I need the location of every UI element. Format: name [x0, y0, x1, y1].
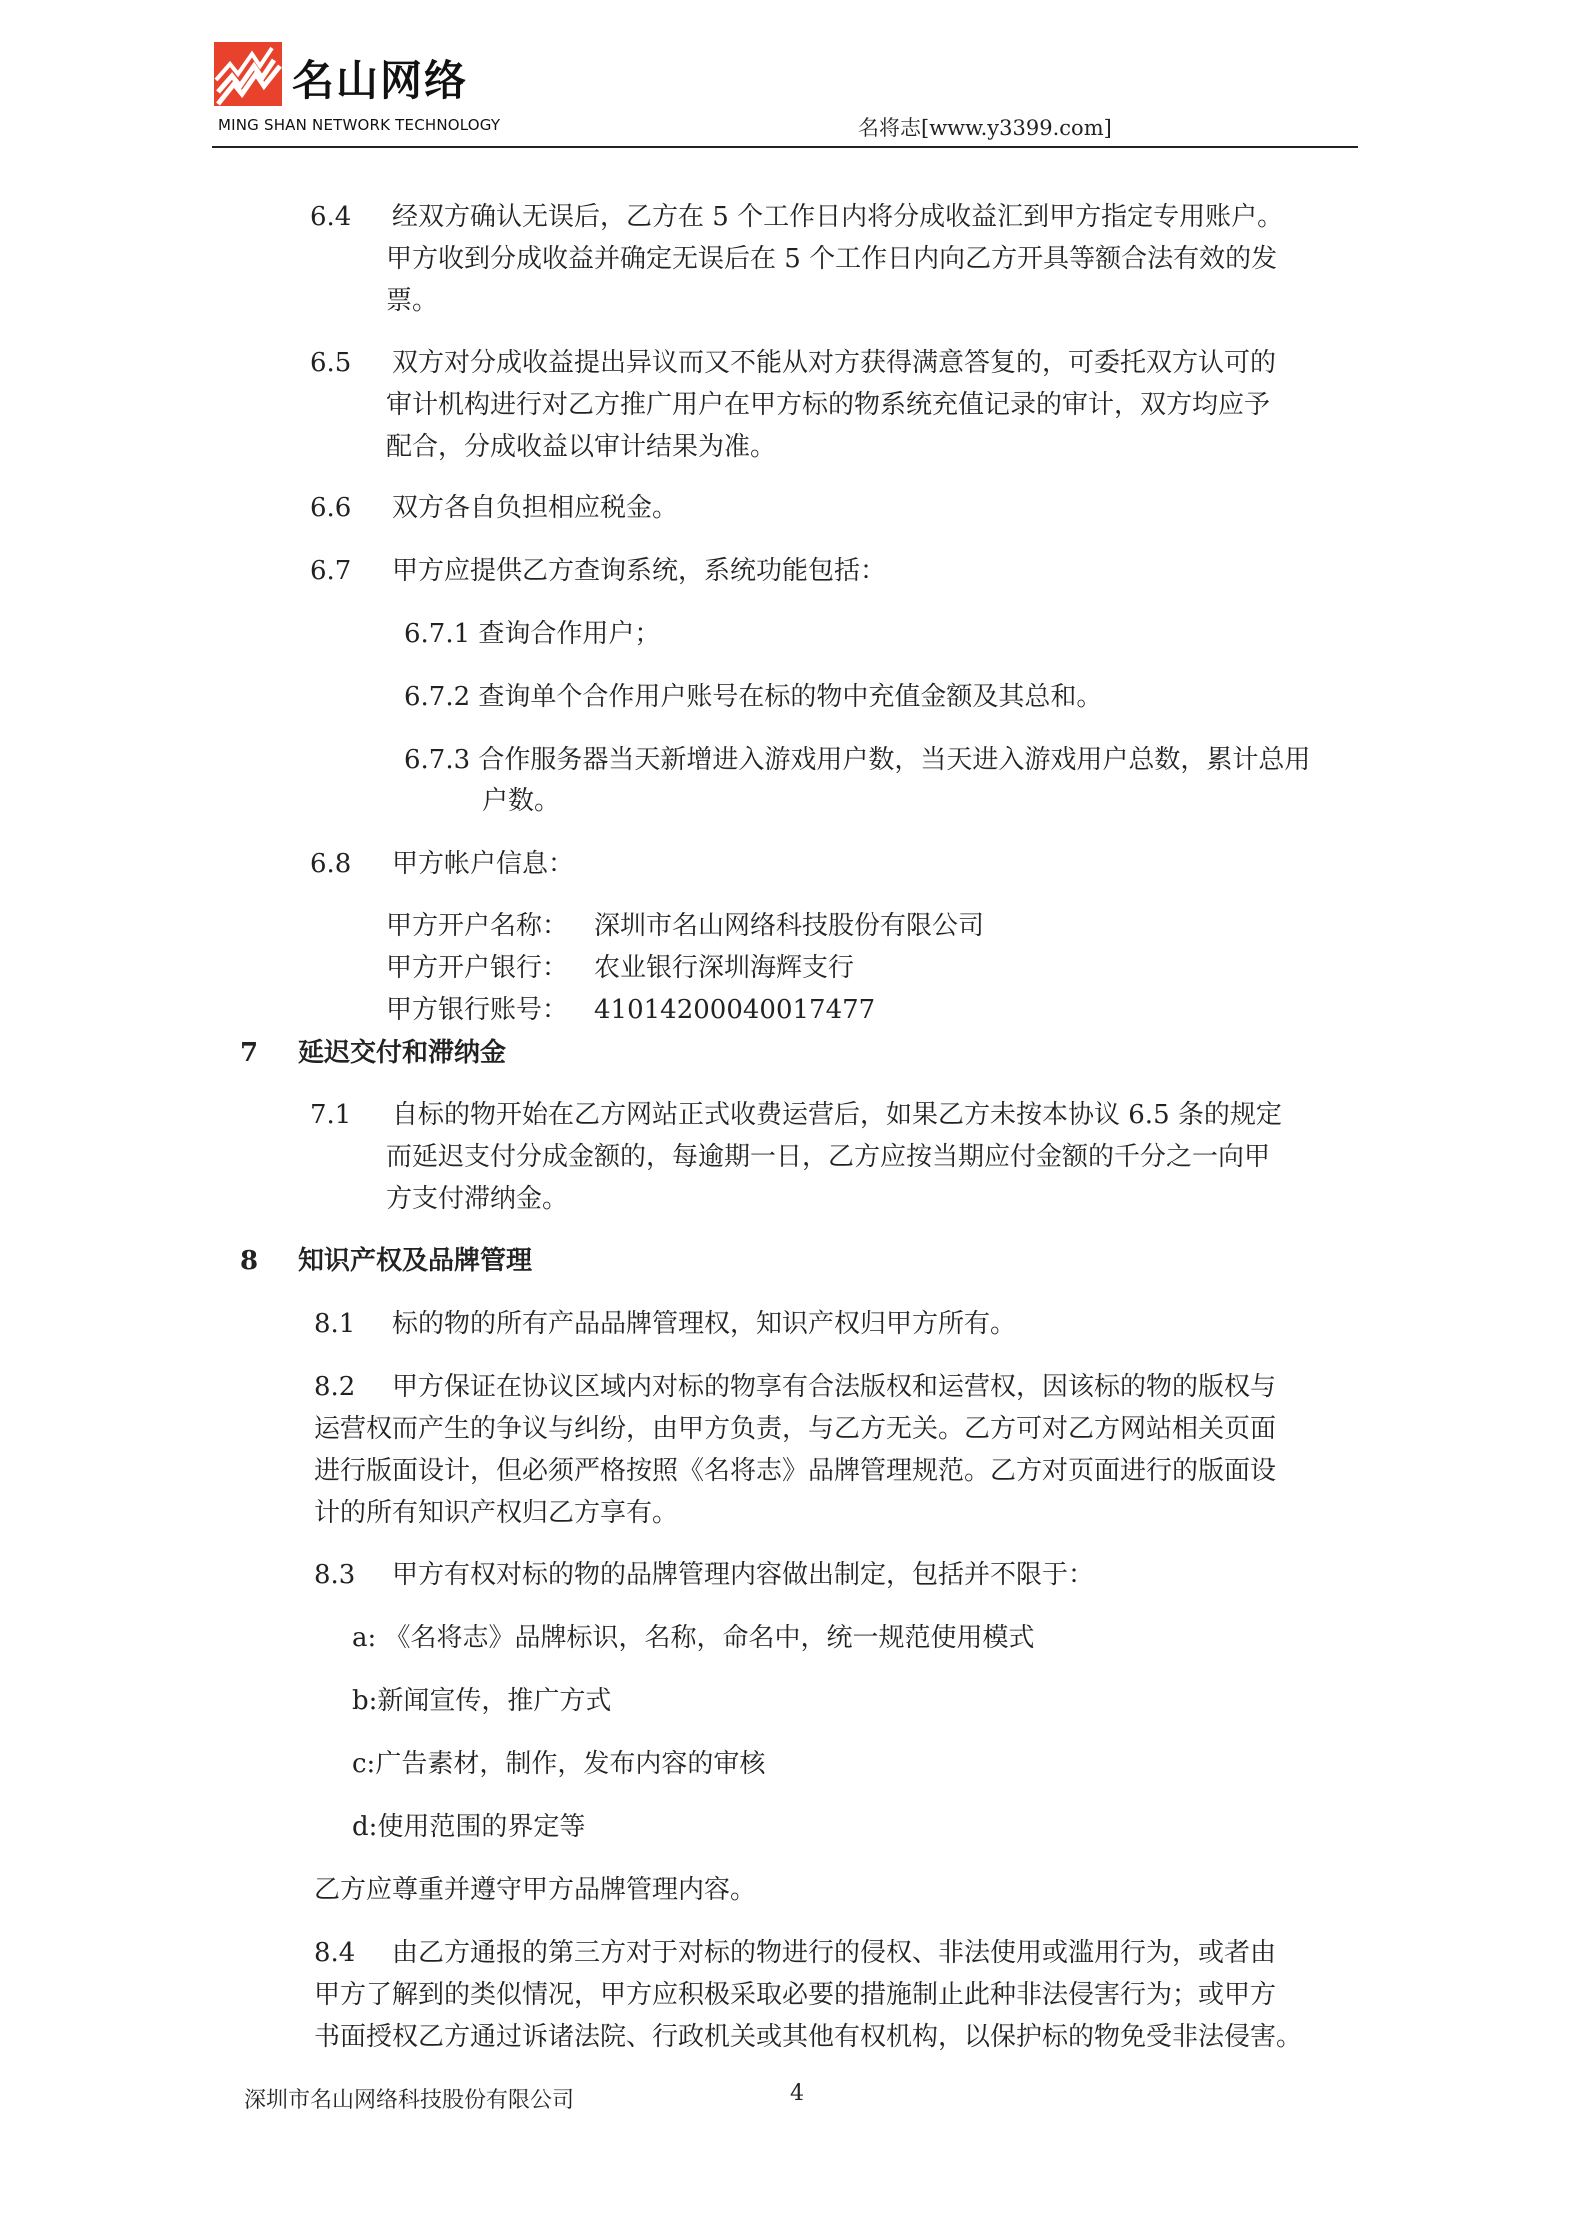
header-site-title: 名将志[www.y3399.com]	[858, 116, 1112, 140]
company-logo	[212, 40, 502, 132]
section-number-8: 8	[240, 1246, 259, 1276]
clause-6-7-3-line-2: 户数。	[482, 786, 561, 816]
clause-8-3-item-a: a: 《名将志》品牌标识，名称，命名中，统一规范使用模式	[352, 1623, 1035, 1653]
clause-8-4-line-1: 由乙方通报的第三方对于对标的物进行的侵权、非法使用或滥用行为，或者由	[392, 1938, 1277, 1968]
logo-name: 名山网络	[292, 56, 469, 105]
clause-6-5-line-3: 配合，分成收益以审计结果为准。	[386, 432, 777, 462]
clause-6-7-text: 甲方应提供乙方查询系统，系统功能包括：	[392, 556, 887, 586]
clause-number-8-1: 8.1	[314, 1309, 356, 1339]
clause-number-8-2: 8.2	[314, 1372, 356, 1402]
clause-7-1-line-3: 方支付滞纳金。	[386, 1184, 569, 1214]
clause-8-3-text: 甲方有权对标的物的品牌管理内容做出制定，包括并不限于：	[392, 1560, 1095, 1590]
clause-6-6-text: 双方各自负担相应税金。	[392, 493, 679, 523]
clause-8-3-item-c: c:广告素材，制作，发布内容的审核	[352, 1749, 766, 1779]
clause-6-7-2: 6.7.2 查询单个合作用户账号在标的物中充值金额及其总和。	[404, 682, 1103, 712]
clause-6-7-3-line-1: 6.7.3 合作服务器当天新增进入游戏用户数，当天进入游戏用户总数，累计总用	[404, 745, 1311, 775]
clause-8-2-line-2: 运营权而产生的争议与纠纷，由甲方负责，与乙方无关。乙方可对乙方网站相关页面	[314, 1414, 1277, 1444]
clause-6-4-line-2: 甲方收到分成收益并确定无误后在 5 个工作日内向乙方开具等额合法有效的发	[386, 244, 1278, 274]
clause-8-2-line-4: 计的所有知识产权归乙方享有。	[314, 1498, 679, 1528]
clause-number-8-3: 8.3	[314, 1560, 356, 1590]
clause-8-4-line-3: 书面授权乙方通过诉诸法院、行政机关或其他有权机构，以保护标的物免受非法侵害。	[314, 2022, 1303, 2052]
clause-6-7-1: 6.7.1 查询合作用户；	[404, 619, 661, 649]
clause-number-6-4: 6.4	[310, 202, 352, 232]
clause-8-2-line-1: 甲方保证在协议区域内对标的物享有合法版权和运营权，因该标的物的版权与	[392, 1372, 1277, 1402]
clause-number-7-1: 7.1	[310, 1100, 352, 1130]
clause-6-4-line-3: 票。	[386, 286, 439, 316]
account-number-value: 41014200040017477	[594, 995, 876, 1025]
clause-number-6-7: 6.7	[310, 556, 352, 586]
account-bank-value: 农业银行深圳海辉支行	[594, 953, 855, 983]
clause-7-1-line-2: 而延迟支付分成金额的，每逾期一日，乙方应按当期应付金额的千分之一向甲	[386, 1142, 1271, 1172]
section-number-7: 7	[240, 1038, 259, 1068]
clause-number-8-4: 8.4	[314, 1938, 356, 1968]
footer-page-number: 4	[790, 2081, 804, 2106]
clause-7-1-line-1: 自标的物开始在乙方网站正式收费运营后，如果乙方未按本协议 6.5 条的规定	[392, 1100, 1282, 1130]
clause-6-5-line-2: 审计机构进行对乙方推广用户在甲方标的物系统充值记录的审计，双方均应予	[386, 390, 1271, 420]
clause-6-5-line-1: 双方对分成收益提出异议而又不能从对方获得满意答复的，可委托双方认可的	[392, 348, 1277, 378]
clause-number-6-8: 6.8	[310, 849, 352, 879]
section-title-8: 知识产权及品牌管理	[298, 1246, 533, 1276]
section-title-7: 延迟交付和滞纳金	[298, 1038, 507, 1068]
clause-8-1-text: 标的物的所有产品品牌管理权，知识产权归甲方所有。	[392, 1309, 1017, 1339]
header-divider	[212, 146, 1358, 148]
clause-number-6-5: 6.5	[310, 348, 352, 378]
clause-number-6-6: 6.6	[310, 493, 352, 523]
account-name-label: 甲方开户名称：	[386, 911, 569, 941]
clause-8-4-line-2: 甲方了解到的类似情况，甲方应积极采取必要的措施制止此种非法侵害行为；或甲方	[314, 1980, 1277, 2010]
clause-6-8-text: 甲方帐户信息：	[392, 849, 575, 879]
footer-company-name: 深圳市名山网络科技股份有限公司	[244, 2088, 575, 2113]
mingshan-logo-mark-icon	[212, 40, 284, 108]
logo-english-name: MING SHAN NETWORK TECHNOLOGY	[218, 116, 501, 134]
clause-8-3-note: 乙方应尊重并遵守甲方品牌管理内容。	[314, 1875, 757, 1905]
clause-8-3-item-b: b:新闻宣传，推广方式	[352, 1686, 612, 1716]
account-name-value: 深圳市名山网络科技股份有限公司	[594, 911, 985, 941]
clause-8-2-line-3: 进行版面设计，但必须严格按照《名将志》品牌管理规范。乙方对页面进行的版面设	[314, 1456, 1277, 1486]
clause-6-4-line-1: 经双方确认无误后，乙方在 5 个工作日内将分成收益汇到甲方指定专用账户。	[392, 202, 1284, 232]
account-number-label: 甲方银行账号：	[386, 995, 569, 1025]
account-bank-label: 甲方开户银行：	[386, 953, 569, 983]
clause-8-3-item-d: d:使用范围的界定等	[352, 1812, 586, 1842]
